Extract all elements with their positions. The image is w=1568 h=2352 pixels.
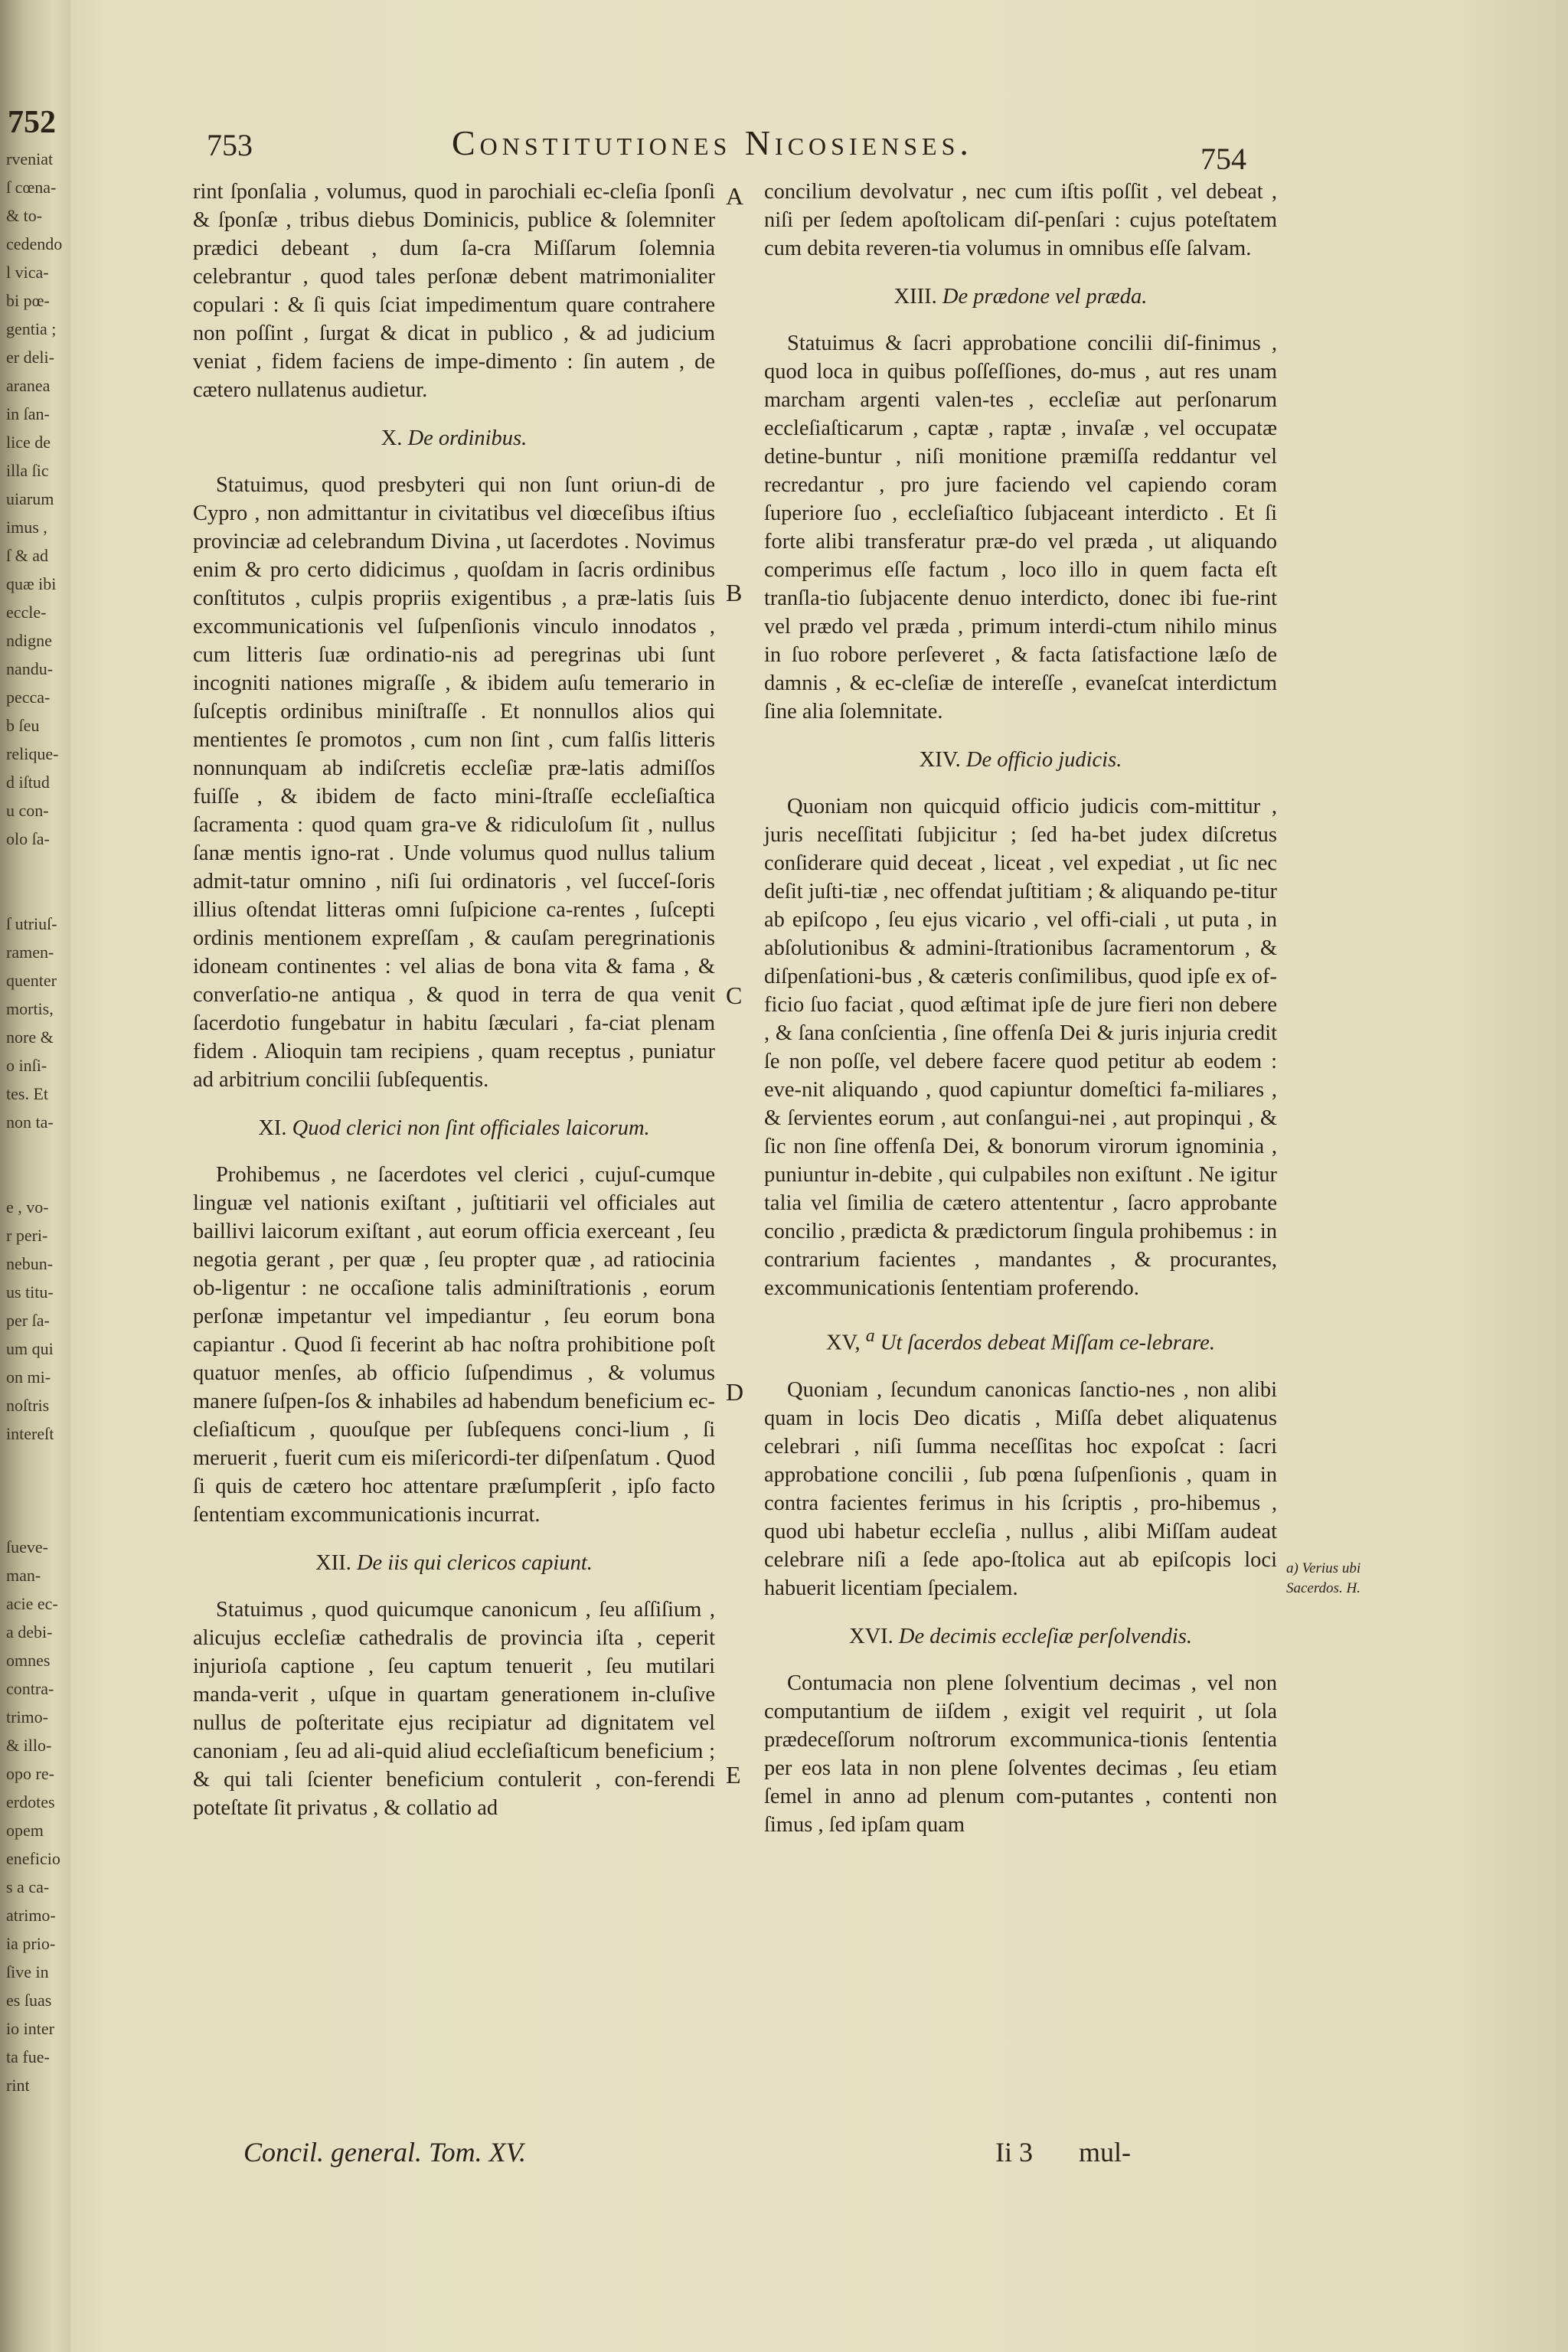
previous-page-line: man- <box>6 1566 41 1585</box>
side-note: a) Verius ubi Sacerdos. H. <box>1286 1560 1361 1596</box>
previous-page-line: d iſtud <box>6 773 50 792</box>
running-title: Constitutiones Nicosienses. <box>452 123 973 162</box>
previous-page-line <box>6 854 70 882</box>
previous-page-line: opo re- <box>6 1764 54 1783</box>
section-heading <box>193 424 715 452</box>
previous-page-line: nandu- <box>6 659 54 678</box>
section-title: De ordinibus. <box>407 426 528 450</box>
previous-page-line: quæ ibi <box>6 574 57 593</box>
previous-page-line: aranea <box>6 376 51 395</box>
paragraph: Contumacia non plene ſolventium decimas , vel non computantium de iiſdem , exigit vel requirit , ut ſola prædeceſſorum noſtrorum excommunica-tionis ſententia per eos lata in non plene ſolventes decimas , ſeu etiam ſemel in anno ad plenum com-putantes , contenti non ſimus , ſed ipſam quam <box>764 1671 1277 1837</box>
previous-page-line: mortis, <box>6 999 54 1018</box>
previous-page-line: relique- <box>6 744 59 763</box>
previous-page-line: & to- <box>6 206 43 225</box>
margin-letter: B <box>726 579 743 606</box>
page-number-right: 754 <box>1200 142 1246 176</box>
section-number: XI. <box>258 1116 287 1140</box>
section-heading <box>764 1322 1277 1357</box>
section-number: XIII. <box>893 285 937 309</box>
previous-page-line: ramen- <box>6 942 54 962</box>
previous-page-line: u con- <box>6 801 49 820</box>
previous-page-line: on mi- <box>6 1367 51 1387</box>
previous-page-line: a debi- <box>6 1622 53 1642</box>
previous-page-line: imus , <box>6 518 47 537</box>
previous-page-line: nebun- <box>6 1254 54 1273</box>
previous-page-line <box>6 1505 70 1534</box>
previous-page-line: noſtris <box>6 1396 50 1415</box>
previous-page-line: per ſa- <box>6 1311 50 1330</box>
previous-page-line: us titu- <box>6 1282 54 1302</box>
previous-page-line: ſ utriuſ- <box>6 914 57 933</box>
previous-page-line <box>6 1477 70 1505</box>
previous-page-line: quenter <box>6 971 57 990</box>
section-heading <box>193 1114 715 1142</box>
previous-page-line: tes. Et <box>6 1084 48 1103</box>
section-number: XII. <box>315 1551 351 1575</box>
previous-page-line: rint <box>6 2076 30 2095</box>
previous-page-fragment <box>6 145 70 2100</box>
paragraph: Statuimus, quod presbyteri qui non ſunt oriun-di de Cypro , non admittantur in civitatibus vel diœceſibus iſtius provinciæ ad celebrandum Divina , ut ſacerdotes . Novimus enim & pro certo didicimus , quoſdam in ſacris ordinibus conſtitutos , culpis propriis exigentibus , a præ-latis ſuis excommunicationis vel ſuſpenſionis vinculo innodatos , cum litteris ſuæ ordinatio-nis ad peregrinas ubi ſunt incogniti nationes migraſſe , & ibidem auſu temerario in ſuſceptis ordinibus miniſtraſſe . Et nonnullos alios qui mentientes ſe promotos , cum non ſint , cum falſis litteris nonnunquam ab indiſcretis eccleſiæ præ-latis admiſſos fuiſſe , & ibidem de facto mini-ſtraſſe eccleſiaſtica ſacramenta : quod quam gra-ve & ridiculoſum ſit , nullus ſanæ mentis igno-rat . Unde volumus quod nullus talium admit-tatur omnino , niſi ſui ordinatoris , vel ſucceſ-ſoris illius oſtendat litteras omni ſuſpicione ca-rentes , ſuſcepti ordinis mentionem expreſſam , & cauſam peregrinationis idoneam continentes : vel alias de bona vita & fama , & converſatio-ne antiqua , & quod in terra de qua venit ſacerdotio fungebatur in habitu ſæculari , fa-ciat plenam fidem . Alioquin tam recipiens , quam receptus , puniatur ad arbitrium concilii ſubſequentis. <box>193 473 715 1092</box>
previous-page-line: l vica- <box>6 263 49 282</box>
paragraph: concilium devolvatur , nec cum iſtis poſſit , vel debeat , niſi per ſedem apoſtolicam diſ-penſari : cujus poteſtatem cum debita reveren-tia volumus in omnibus eſſe ſalvam. <box>764 180 1277 260</box>
previous-page-line: ta fue- <box>6 2047 50 2066</box>
previous-page-line: in ſan- <box>6 404 50 423</box>
previous-page-line: rveniat <box>6 149 54 168</box>
section-number: X. <box>381 426 403 450</box>
section-title: Quod clerici non ſint officiales laicorum. <box>292 1116 650 1140</box>
previous-page-line: bi pœ- <box>6 291 50 310</box>
paragraph: Prohibemus , ne ſacerdotes vel clerici , cujuſ-cumque linguæ vel nationis exiſtant , juſtitiarii vel officiales aut baillivi laicorum exiſtant , aut eorum officia exerceant , ſeu negotia gerant , per quæ , ſeu propter quæ , ad ratiocinia ob-ligentur : ne occaſione talis adminiſtrationis , eorum perſonæ impetantur vel impediantur , ſeu eorum bona capiantur . Quod ſi fecerint ab hac noſtra prohibitione poſt quatuor menſes, ab officio ſuſpendimus , & volumus manere ſuſpen-ſos & inhabiles ad habendum beneficium ec-cleſiaſticum , quouſque per ſubſequens conci-lium , ſi meruerit , fuerit cum eis miſericordi-ter diſpenſatum . Quod ſi quis de cætero hoc attentare præſumpſerit , ipſo facto ſententiam excommunicationis incurrat. <box>193 1163 715 1527</box>
paragraph: Quoniam non quicquid officio judicis com-mittitur , juris neceſſitati ſubjicitur ; ſed ha-bet judex diſcretus conſiderare quid deceat , liceat , vel expediat , ut ſic nec deſit juſti-tiæ , nec offendat juſtitiam ; & aliquando pe-titur ab epiſcopo , ſeu ejus vicario , vel offi-ciali , ut puta , in abſolutionibus & admini-ſtrationibus ſacramentorum , & diſpenſationi-bus , & cæteris conſimilibus, quod ipſe ex of-ficio ſuo faciat , quod æſtimat ipſe de jure fieri non debere , & ſana conſcientia , ſine offenſa Dei & juris injuria credit ſe non poſſe, vel debere facere quod petitur ab eodem : eve-nit aliquando , quod capiuntur domeſtici fa-miliares , & ſervientes eorum , aut conſangui-nei , aut propinqui , & ſic non ſine offenſa Dei, & bonorum virorum ignominia , puniuntur in-debite , qui culpabiles non exiſtunt . Ne igitur talia vel ſimilia de cætero attententur , ſacro approbante concilio , prædicta & prædictorum ſingula prohibemus : in contrarium facientes , mandantes , & procurantes, excommunicationis ſententiam proferendo. <box>764 795 1277 1300</box>
previous-page-line: acie ec- <box>6 1594 58 1613</box>
margin-letter: A <box>726 182 744 210</box>
section-title: De prædone vel præda. <box>942 285 1148 309</box>
footer-volume-label: Concil. general. Tom. XV. <box>243 2137 527 2167</box>
section-title: Ut ſacerdos debeat Miſſam ce-lebrare. <box>880 1331 1215 1355</box>
previous-page-line: es ſuas <box>6 1991 52 2010</box>
right-column <box>764 178 1277 1844</box>
previous-page-line: erdotes <box>6 1792 55 1811</box>
section-heading <box>764 283 1277 311</box>
page-header <box>207 122 1271 184</box>
section-title: De officio judicis. <box>965 748 1122 772</box>
previous-page-line: r peri- <box>6 1226 48 1245</box>
section-heading <box>193 1549 715 1577</box>
paragraph: rint ſponſalia , volumus, quod in parochiali ec-cleſia ſponſi & ſponſæ , tribus diebus Dominicis, publice & ſolemniter prædici debeant , dum ſa-cra Miſſarum ſolemnia celebrantur , quod tales perſonæ debent matrimonialiter copulari : & ſi quis ſciat impedimentum quare contrahere non poſſint , ſurgat & dicat in publico , & ad judicium veniat , fidem faciens de impe-dimento : ſin autem , de cætero nullatenus audietur. <box>193 180 715 402</box>
section-title: De decimis eccleſiæ perſolvendis. <box>898 1624 1192 1648</box>
section-heading <box>764 1622 1277 1651</box>
previous-page-line: er deli- <box>6 348 54 367</box>
previous-page-line: non ta- <box>6 1112 54 1132</box>
previous-page-line: atrimo- <box>6 1906 56 1925</box>
previous-page-line <box>6 882 70 910</box>
previous-page-line: b ſeu <box>6 716 40 735</box>
previous-page-line: um qui <box>6 1339 54 1358</box>
previous-page-line <box>6 1137 70 1165</box>
previous-page-line: io inter <box>6 2019 54 2038</box>
catchword: mul- <box>1079 2137 1131 2167</box>
previous-page-line: ſueve- <box>6 1537 48 1557</box>
previous-page-line: ſ & ad <box>6 546 48 565</box>
previous-page-line: s a ca- <box>6 1877 50 1896</box>
previous-page-line: e , vo- <box>6 1197 49 1217</box>
previous-page-line: pecca- <box>6 688 51 707</box>
previous-page-line: omnes <box>6 1651 51 1670</box>
previous-page-line: intereſt <box>6 1424 54 1443</box>
previous-page-line: ſ cœna- <box>6 178 57 197</box>
previous-page-line: gentia ; <box>6 319 57 338</box>
previous-page-line: uiarum <box>6 489 54 508</box>
section-number: XVI. <box>849 1624 893 1648</box>
previous-page-number: 752 <box>8 105 56 140</box>
previous-page-line: contra- <box>6 1679 54 1698</box>
paragraph: Statuimus , quod quicumque canonicum , ſeu aſſiſium , alicujus eccleſiæ cathedralis de provincia iſta , ceperit injurioſa captione , ſeu captum tenuerit , ſeu mutilari manda-verit , uſque in quartam generationem in-cluſive nullus de poſteritate ejus recipiatur ad dignitatem vel canoniam , ſeu ad ali-quid aliud eccleſiaſticum beneficium ; & qui tali ſcienter beneficium contulerit , con-ferendi poteſtate ſit privatus , & collatio ad <box>193 1598 715 1820</box>
previous-page-line: illa ſic <box>6 461 49 480</box>
section-number: XIV. <box>919 748 961 772</box>
margin-letter: D <box>726 1378 744 1406</box>
paragraph: Statuimus & ſacri approbatione concilii diſ-finimus , quod loca in quibus poſſeſſiones, do-mus , aut res unam marcham argenti valen-tes , eccleſiæ aut perſonarum eccleſiaſticarum , captæ , raptæ , invaſæ , vel occupatæ detine-buntur , niſi monitione præmiſſa reddantur vel recredantur , pro jure faciendo vel capiendo coram ſuperiore ſuo , eccleſiaſtico ſubjaceant interdicto . Et ſi forte alibi transferatur præ-do vel præda , ut aliquando comperimus eſſe factum , loco illo in quem facta eſt tranſla-tio ſubjacente denuo interdicto, donec ibi fue-rint vel prædo vel præda , primum interdi-ctum nihilo minus in ſuo robore perſeveret , & facta ſatisfactione læſo de damnis , & ec-cleſiæ de intereſſe , evaneſcat interdictum ſine alia ſolemnitate. <box>764 332 1277 724</box>
previous-page-line <box>6 1449 70 1477</box>
section-title: De iis qui clericos capiunt. <box>356 1551 593 1575</box>
paragraph: Quoniam , ſecundum canonicas ſanctio-nes , non alibi quam in locis Deo dicatis , Miſſa debet aliquatenus celebrari , niſi ſumma neceſſitas hoc expoſcat : ſacri approbatione concilii , ſub pœna ſuſpenſionis , quam in contra facientes ferimus in his ſcriptis , pro-hibemus , quod ubi habetur eccleſia , nullus , alibi Miſſam audeat celebrare niſi a ſede apo-ſtolica aut ab epiſcopis loci habuerit licentiam ſpecialem. <box>764 1377 1277 1600</box>
previous-page-line: eccle- <box>6 603 47 622</box>
previous-page-line: opem <box>6 1821 44 1840</box>
margin-letter: C <box>726 982 743 1009</box>
previous-page-line: lice de <box>6 433 51 452</box>
section-number: XV, <box>826 1331 861 1355</box>
previous-page-line: eneficio <box>6 1849 60 1868</box>
previous-page-line: & illo- <box>6 1736 52 1755</box>
previous-page-line: cedendo <box>6 234 63 253</box>
previous-page-line: o inſi- <box>6 1056 47 1075</box>
previous-page-line: nore & <box>6 1027 54 1047</box>
previous-page-line: ndigne <box>6 631 52 650</box>
page-number-left: 753 <box>207 128 253 162</box>
footer-signature <box>995 2136 1131 2168</box>
left-column <box>193 178 715 1827</box>
margin-letter: E <box>726 1761 741 1788</box>
previous-page-line: ſive in <box>6 1962 49 1981</box>
section-heading <box>764 746 1277 774</box>
previous-page-line: ia prio- <box>6 1934 56 1953</box>
footnote-marker: a <box>865 1326 875 1346</box>
signature-mark: Ii 3 <box>995 2137 1033 2167</box>
previous-page-line: olo ſa- <box>6 829 50 848</box>
previous-page-line <box>6 1165 70 1194</box>
previous-page-line: trimo- <box>6 1707 48 1726</box>
